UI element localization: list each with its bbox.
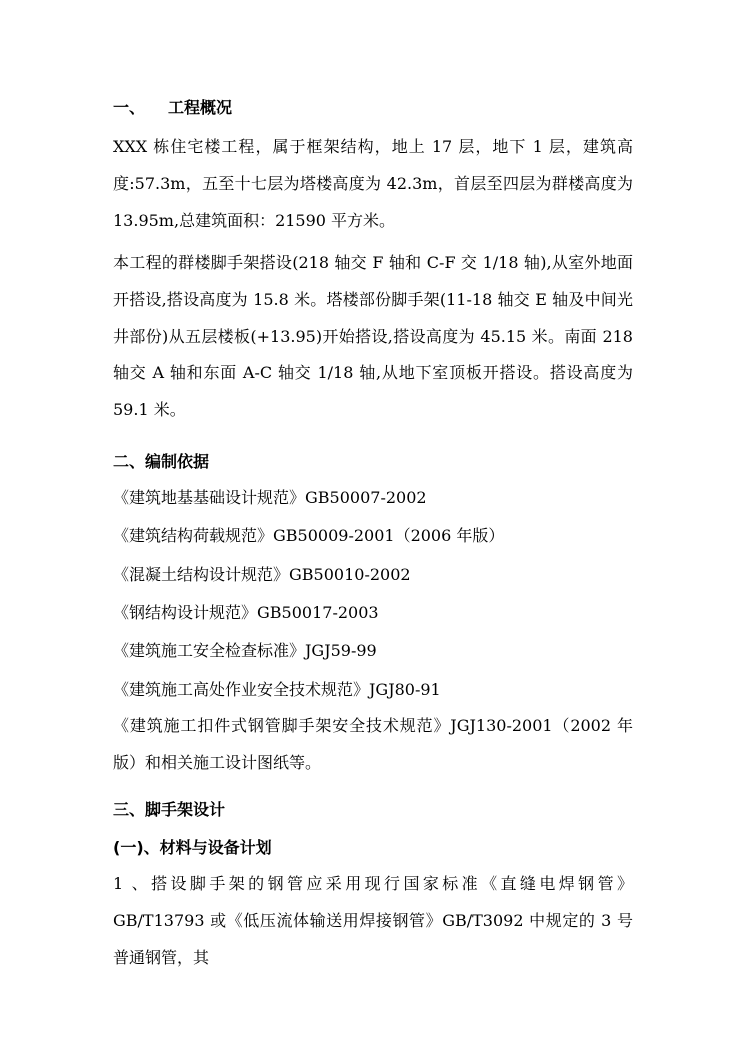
overview-paragraph-2: 本工程的群楼脚手架搭设(218 轴交 F 轴和 C-F 交 1/18 轴),从室外地面开搭设,搭设高度为 15.8 米。塔楼部份脚手架(11-18 轴交 E 轴及中间光井部份)从五层楼板(+13.95)开始搭设,搭设高度为 45.15 米。南面 218 轴交 A 轴和东面 A-C 轴交 1/18 轴,从地下室顶板开搭设。搭设高度为 59.1 米。 xyxy=(113,253,633,420)
material-paragraph: 1 、搭设脚手架的钢管应采用现行国家标准《直缝电焊钢管》GB/T13793 或《低压流体输送用焊接钢管》GB/T3092 中规定的 3 号普通钢管，其 xyxy=(113,874,633,967)
section-1-title: 工程概况 xyxy=(168,98,233,117)
section-3-heading: 三、脚手架设计 xyxy=(113,800,226,819)
section-1-heading xyxy=(113,98,232,118)
reference-item: 《建筑结构荷载规范》GB50009-2001（2006 年版） xyxy=(113,526,505,545)
section-1-number: 一、 xyxy=(113,98,146,117)
reference-item: 《混凝土结构设计规范》GB50010-2002 xyxy=(113,565,411,584)
reference-item: 《建筑施工高处作业安全技术规范》JGJ80-91 xyxy=(113,680,441,699)
reference-item: 《建筑施工安全检查标准》JGJ59-99 xyxy=(113,641,377,660)
section-2-heading: 二、编制依据 xyxy=(113,452,210,471)
reference-item: 《建筑地基基础设计规范》GB50007-2002 xyxy=(113,488,427,507)
reference-item: 《钢结构设计规范》GB50017-2003 xyxy=(113,603,379,622)
overview-paragraph-1: XXX 栋住宅楼工程，属于框架结构，地上 17 层，地下 1 层，建筑高度:57.3m，五至十七层为塔楼高度为 42.3m，首层至四层为群楼高度为 13.95m,总建筑面积：21590 平方米。 xyxy=(113,137,633,230)
subsection-1-heading: (一)、材料与设备计划 xyxy=(113,838,272,857)
reference-item: 《建筑施工扣件式钢管脚手架安全技术规范》JGJ130-2001（2002 年版）和相关施工设计图纸等。 xyxy=(113,716,633,772)
